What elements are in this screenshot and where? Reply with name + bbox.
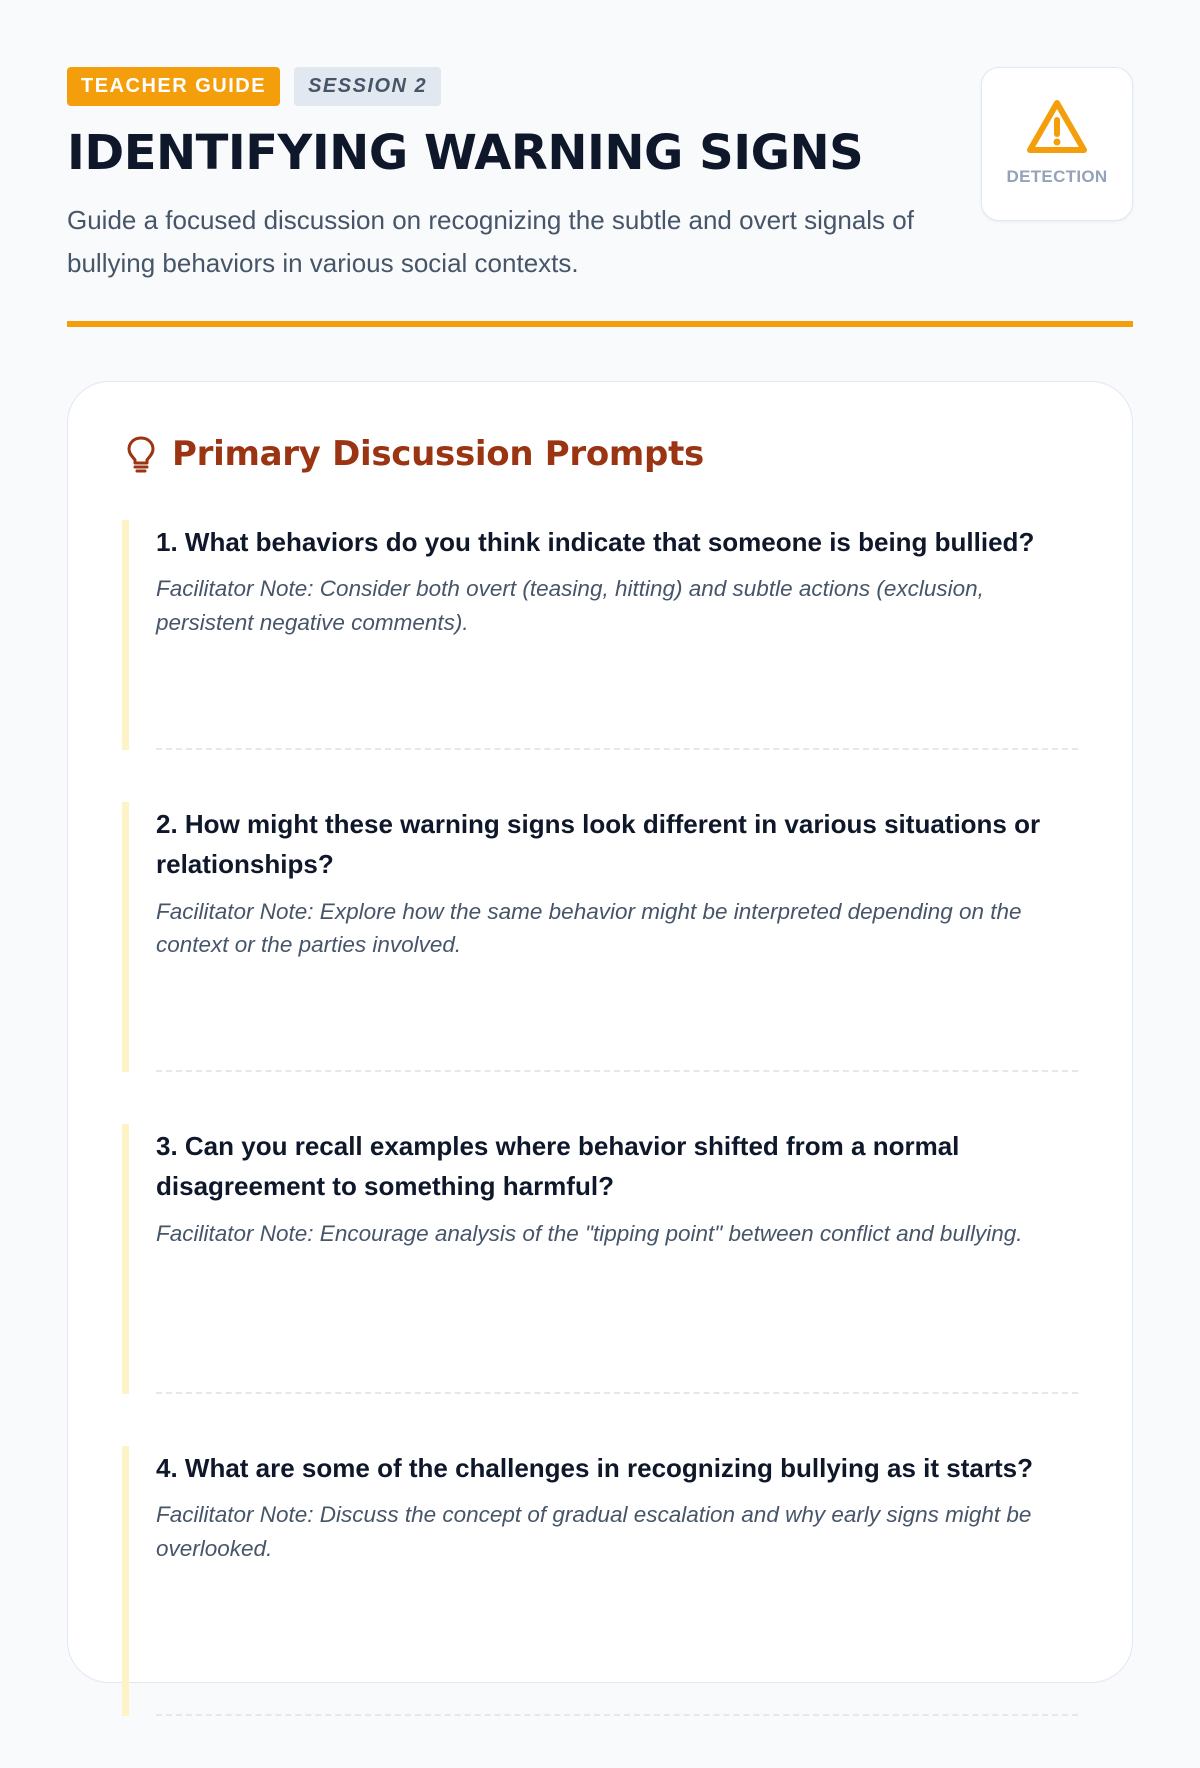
prompt-question: 4. What are some of the challenges in recognizing bullying as it starts? [156, 1453, 1033, 1483]
card-heading [124, 434, 704, 474]
facilitator-note: Facilitator Note: Discuss the concept of gradual escalation and why early signs might be overlooked. [156, 1502, 1032, 1561]
page [67, 67, 1133, 1561]
prompt-item [122, 1124, 1078, 1394]
discussion-prompts-card [67, 381, 1133, 1683]
page-title: IDENTIFYING WARNING SIGNS [67, 125, 864, 181]
teacher-guide-badge: TEACHER GUIDE [67, 67, 280, 106]
session-badge: SESSION 2 [294, 67, 441, 106]
facilitator-note: Facilitator Note: Encourage analysis of the "tipping point" between conflict and bullying. [156, 1220, 1023, 1246]
warning-triangle-icon [1025, 98, 1089, 156]
page-subtitle: Guide a focused discussion on recognizing the subtle and overt signals of bullying behaviors in various social contexts. [67, 205, 914, 279]
prompt-question: 2. How might these warning signs look different in various situations or relationships? [156, 809, 1041, 880]
prompt-item [122, 802, 1078, 1072]
header-divider [67, 321, 1133, 327]
facilitator-note: Facilitator Note: Consider both overt (teasing, hitting) and subtle actions (exclusion, persistent negative comments). [156, 576, 984, 635]
header [67, 67, 1133, 327]
card-title: Primary Discussion Prompts [172, 434, 704, 474]
badge-row [67, 67, 1133, 106]
detection-label: DETECTION [1006, 167, 1108, 186]
lightbulb-icon [124, 434, 158, 474]
prompt-question: 1. What behaviors do you think indicate that someone is being bullied? [156, 527, 1035, 557]
prompt-list [122, 520, 1078, 1768]
prompt-item [122, 520, 1078, 750]
facilitator-note: Facilitator Note: Explore how the same behavior might be interpreted depending on the context or the parties involved. [156, 898, 1022, 957]
detection-card [981, 67, 1133, 221]
prompt-question: 3. Can you recall examples where behavior shifted from a normal disagreement to something harmful? [156, 1131, 960, 1202]
prompt-item [122, 1446, 1078, 1716]
